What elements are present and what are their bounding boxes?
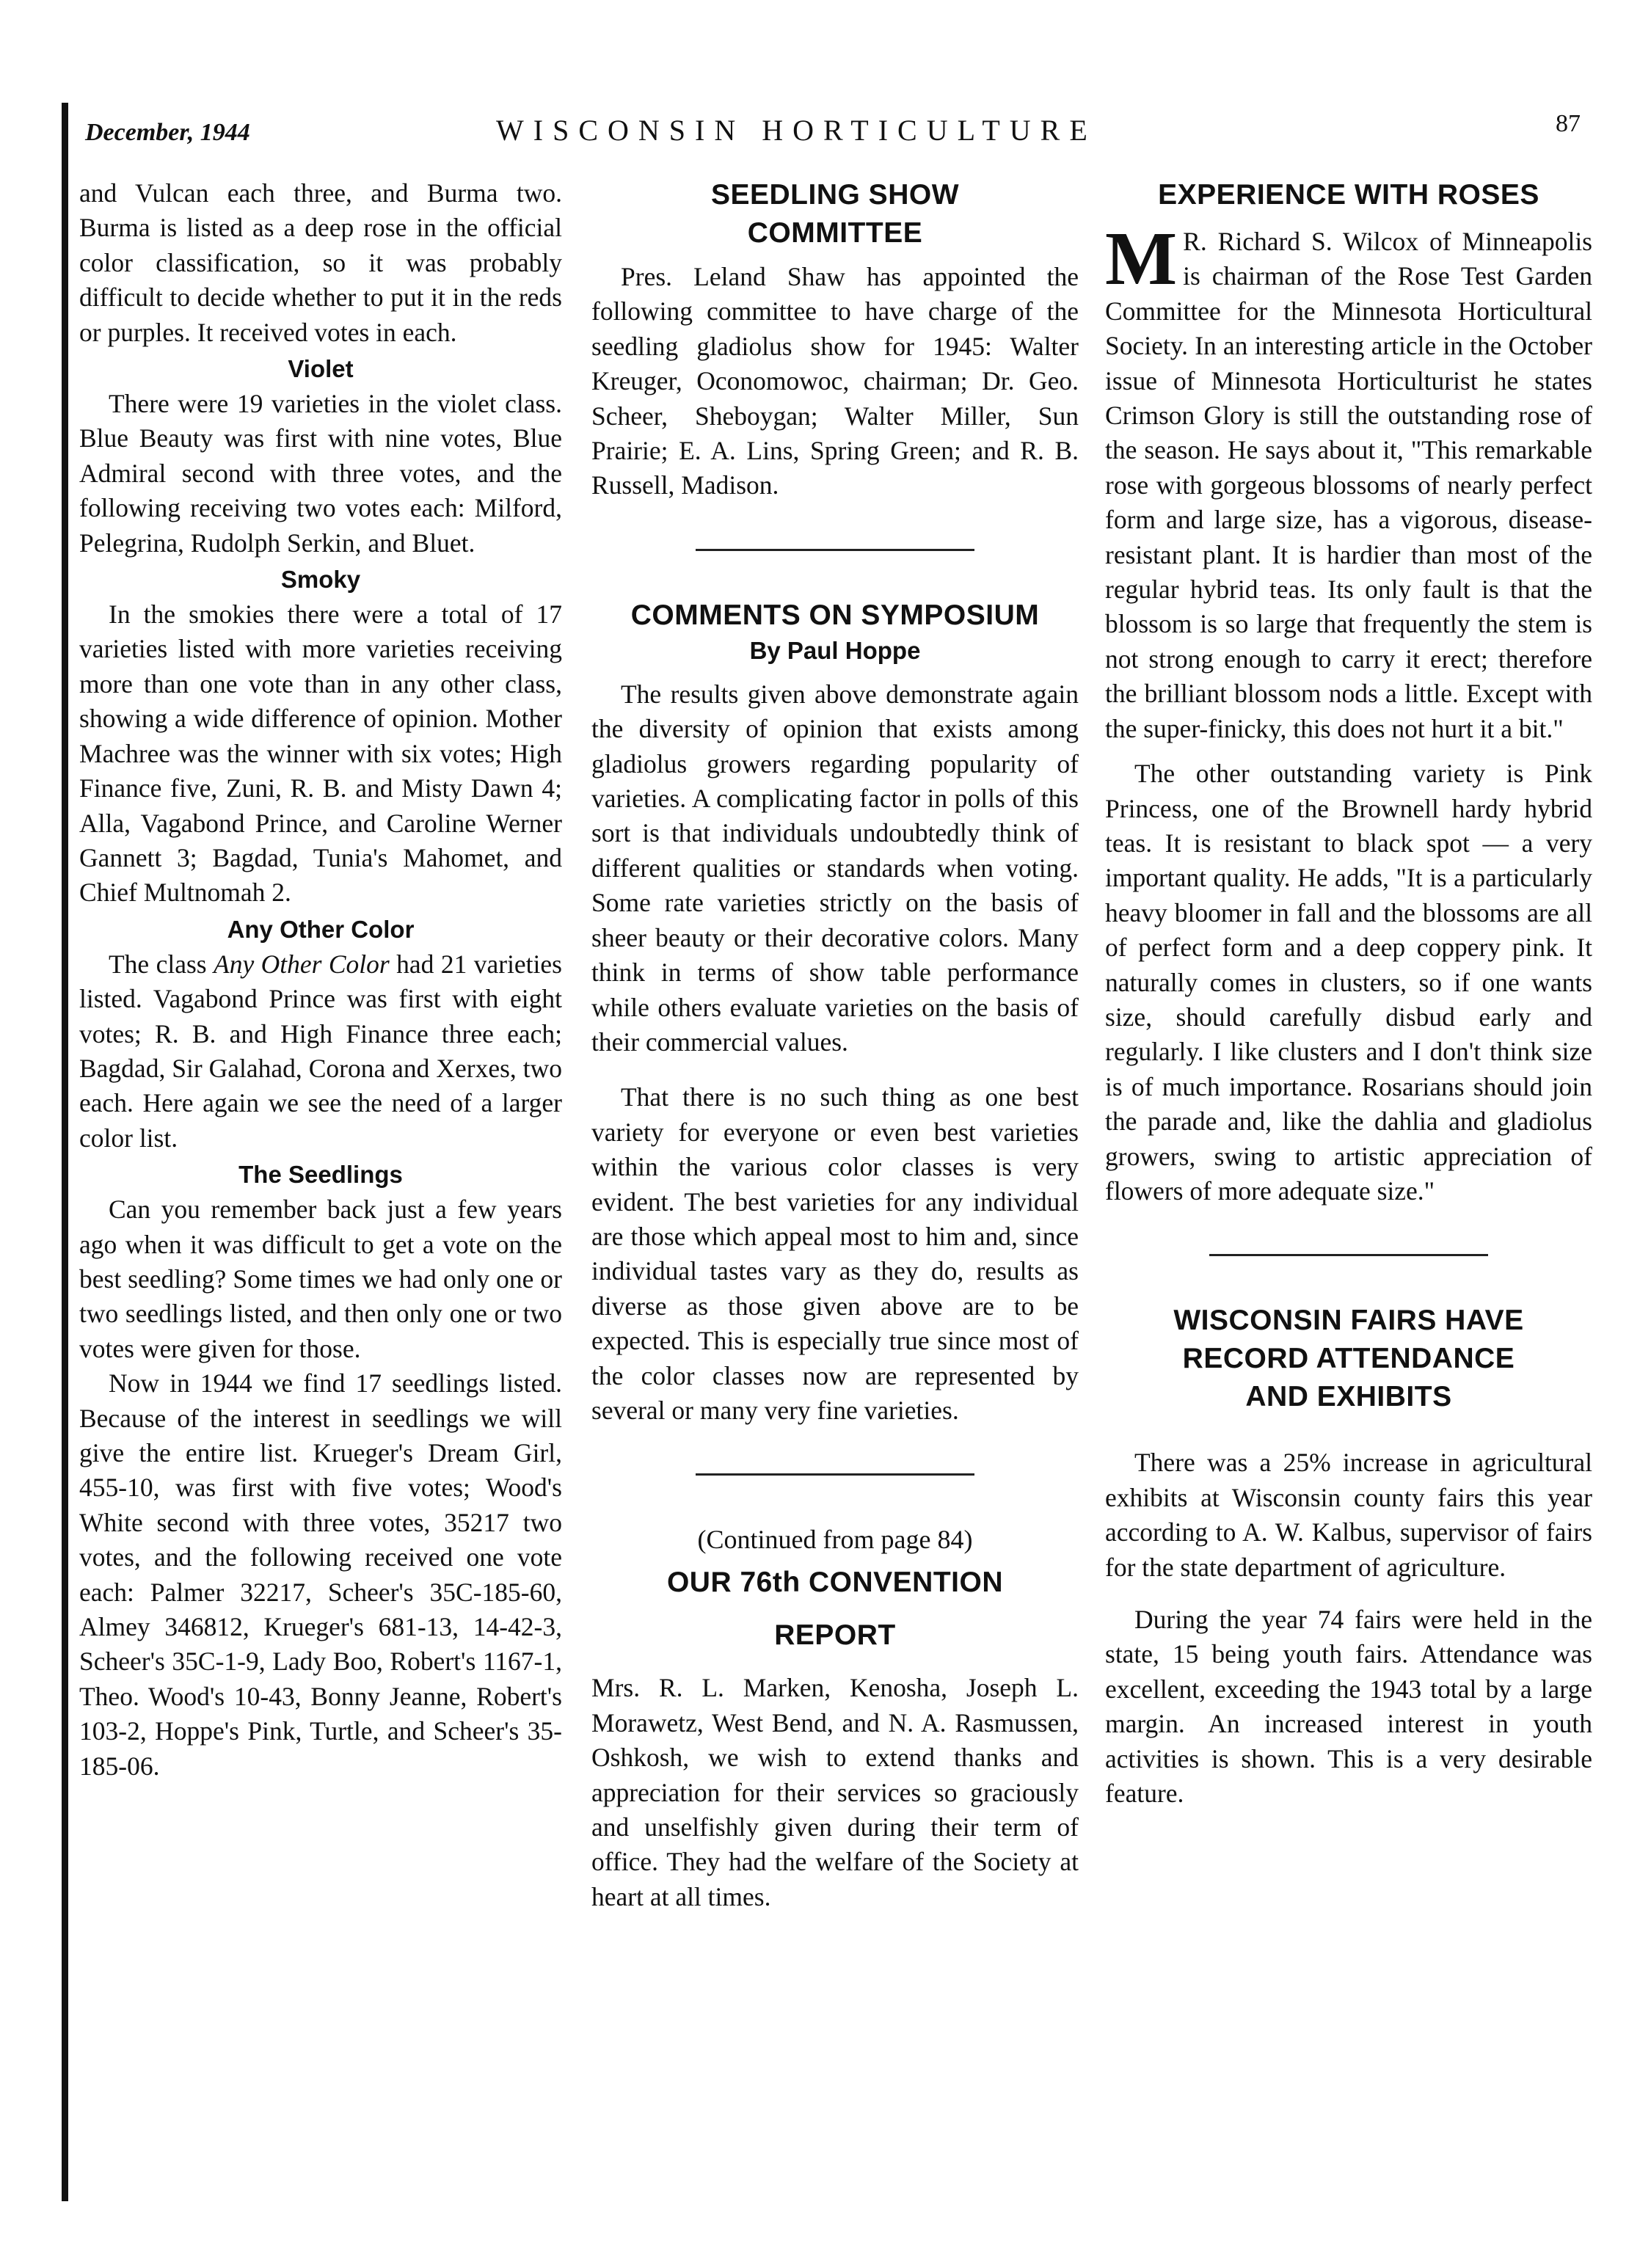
smoky-paragraph: In the smokies there were a total of 17 varieties listed with more varieties receiving more than one vote than in any other class, showing a wide difference of opinion. Mother Machree was the winner with six votes; High Finance five, Zuni, R. B. and Misty Dawn 4; Alla, Vagabond Prince, and Caroline Werner Gannett 3; Bagdad, Tunia's Mahomet, and Chief Multnomah 2. <box>79 599 562 908</box>
fairs-paragraph-1: There was a 25% increase in agricultural exhibits at Wisconsin county fairs this year according to A. W. Kalbus, supervisor of fairs for the state department of agriculture. <box>1105 1448 1592 1582</box>
symposium-heading: COMMENTS ON SYMPOSIUM <box>630 599 1040 631</box>
issue-date: December, 1944 <box>85 119 250 146</box>
drop-cap: M <box>1105 216 1178 301</box>
seedlings-paragraph-1: Can you remember back just a few years ago when it was difficult to get a vote on the best seedling? Some times we had only one or two seedlings listed, and then only one or two votes were given for those. <box>79 1195 562 1363</box>
symposium-byline: By Paul Hoppe <box>749 636 921 664</box>
any-other-color-italic: Any Other Color <box>214 949 390 979</box>
column-3 <box>1105 176 1592 1811</box>
seedlings-heading: The Seedlings <box>238 1161 403 1189</box>
violet-paragraph: There were 19 varieties in the violet class. Blue Beauty was first with nine votes, Blue Admiral second with three votes, and the following receiving two votes each: Milford, Pelegrina, Rudolph Serkin, and Bluet. <box>79 389 562 558</box>
any-other-color-heading: Any Other Color <box>227 915 415 943</box>
fairs-heading-line-3: AND EXHIBITS <box>1245 1381 1452 1413</box>
convention-heading-line-2: REPORT <box>774 1619 896 1652</box>
violet-heading: Violet <box>288 355 354 383</box>
seedling-show-committee-heading: SEEDLING SHOW COMMITTEE <box>710 179 960 249</box>
roses-heading: EXPERIENCE WITH ROSES <box>1158 179 1539 211</box>
any-other-color-text-a: The class <box>109 949 214 979</box>
seedling-committee-paragraph: Pres. Leland Shaw has appointed the following committee to have charge of the seedling gladiolus show for 1945: Walter Kreuger, Oconomowoc, chairman; Dr. Geo. Scheer, Sheboygan; Walter Miller, Sun Prairie; E. A. Lins, Spring Green; and R. B. Russell, Madison. <box>591 262 1079 500</box>
page-header <box>85 110 1581 161</box>
intro-paragraph: and Vulcan each three, and Burma two. Burma is listed as a deep rose in the official color classification, so it was probably difficult to decide whether to put it in the reds or purples. It received votes in each. <box>79 178 562 347</box>
seedlings-paragraph-2: Now in 1944 we find 17 seedlings listed. Because of the interest in seedlings we will give the entire list. Krueger's Dream Girl, 455-10, was first with five votes; Wood's White second with three votes, 35217 two votes, and the following received one vote each: Palmer 32217, Scheer's 35C-185-60, Almey 346812, Krueger's 681-13, 14-42-3, Scheer's 35C-1-9, Lady Boo, Robert's 1167-1, Theo. Wood's 10-43, Bonny Jeanne, Robert's 103-2, Hoppe's Pink, Turtle, and Scheer's 35-185-06. <box>79 1368 562 1781</box>
fairs-heading-line-2: RECORD ATTENDANCE <box>1182 1343 1515 1375</box>
column-2 <box>591 176 1079 1914</box>
roses-paragraph-2: The other outstanding variety is Pink Princess, one of the Brownell hardy hybrid teas. It is resistant to black spot — a very important quality. He adds, "It is a particularly heavy bloomer in fall and the blossoms are all of perfect form and a deep coppery pink. It naturally comes in clusters, so if one wants size, should carefully disbud early and regularly. I like clusters and I don't think size is of much importance. Rosarians should join the parade and, like the dahlia and gladiolus growers, swing to artistic appreciation of flowers of more adequate size." <box>1105 759 1592 1206</box>
divider-rule <box>1209 1254 1488 1256</box>
fairs-heading-line-1: WISCONSIN FAIRS HAVE <box>1173 1305 1524 1337</box>
smoky-heading: Smoky <box>280 566 361 594</box>
column-1 <box>79 176 562 1784</box>
convention-heading-line-1: OUR 76th CONVENTION <box>666 1567 1004 1599</box>
continued-note: (Continued from page 84) <box>697 1525 973 1555</box>
magazine-title: WISCONSIN HORTICULTURE <box>496 114 1097 147</box>
divider-rule <box>696 549 974 551</box>
page-number: 87 <box>1556 110 1581 137</box>
any-other-color-paragraph <box>79 947 562 1156</box>
fairs-paragraph-2: During the year 74 fairs were held in the state, 15 being youth fairs. Attendance was excellent, exceeding the 1943 total by a large margin. An increased interest in youth activities is shown. This is a very desirable feature. <box>1105 1605 1592 1809</box>
roses-paragraph-1-text: R. Richard S. Wilcox of Minneapolis is chairman of the Rose Test Garden Committee for the Minnesota Horticultural Society. In an interesting article in the October issue of Minnesota Horticulturist he states Crimson Glory is still the outstanding rose of the season. He says about it, "This remarkable rose with gorgeous blossoms of nearly perfect form and large size, has a vigorous, disease-resistant plant. It is hardier than most of the regular hybrid teas. Its only fault is that the blossom is so large that frequently the stem is not strong enough to carry it erect; therefore the brilliant blossom nods a little. Except with the super-finicky, this does not hurt it a bit." <box>1105 227 1592 743</box>
divider-rule <box>696 1473 974 1476</box>
any-other-color-text-b: had 21 varieties listed. Vagabond Prince was first with eight votes; R. B. and High Finance three each; Bagdad, Sir Galahad, Corona and Xerxes, two each. Here again we see the need of a larger color list. <box>79 949 562 1153</box>
symposium-paragraph-1: The results given above demonstrate again the diversity of opinion that exists among gladiolus growers regarding popularity of varieties. A complicating factor in polls of this sort is that individuals undoubtedly think of different qualities or standards when voting. Some rate varieties strictly on the basis of sheer beauty or their decorative colors. Many think in terms of show table performance while others evaluate varieties on the basis of their commercial values. <box>591 679 1079 1057</box>
left-margin-bar <box>62 103 68 2201</box>
symposium-paragraph-2: That there is no such thing as one best variety for everyone or even best varieties within the various color classes is very evident. The best varieties for any individual are those which appeal most to him and, since individual tastes vary as they do, results as diverse as those given above are to be expected. This is especially true since most of the color classes now are represented by several or many very fine varieties. <box>591 1082 1079 1425</box>
convention-paragraph: Mrs. R. L. Marken, Kenosha, Joseph L. Morawetz, West Bend, and N. A. Rasmussen, Oshkosh, we wish to extend thanks and appreciation for their services so graciously and unselfishly given during their term of office. They had the welfare of the Society at heart at all times. <box>591 1673 1079 1911</box>
roses-paragraph-1 <box>1105 216 1592 746</box>
